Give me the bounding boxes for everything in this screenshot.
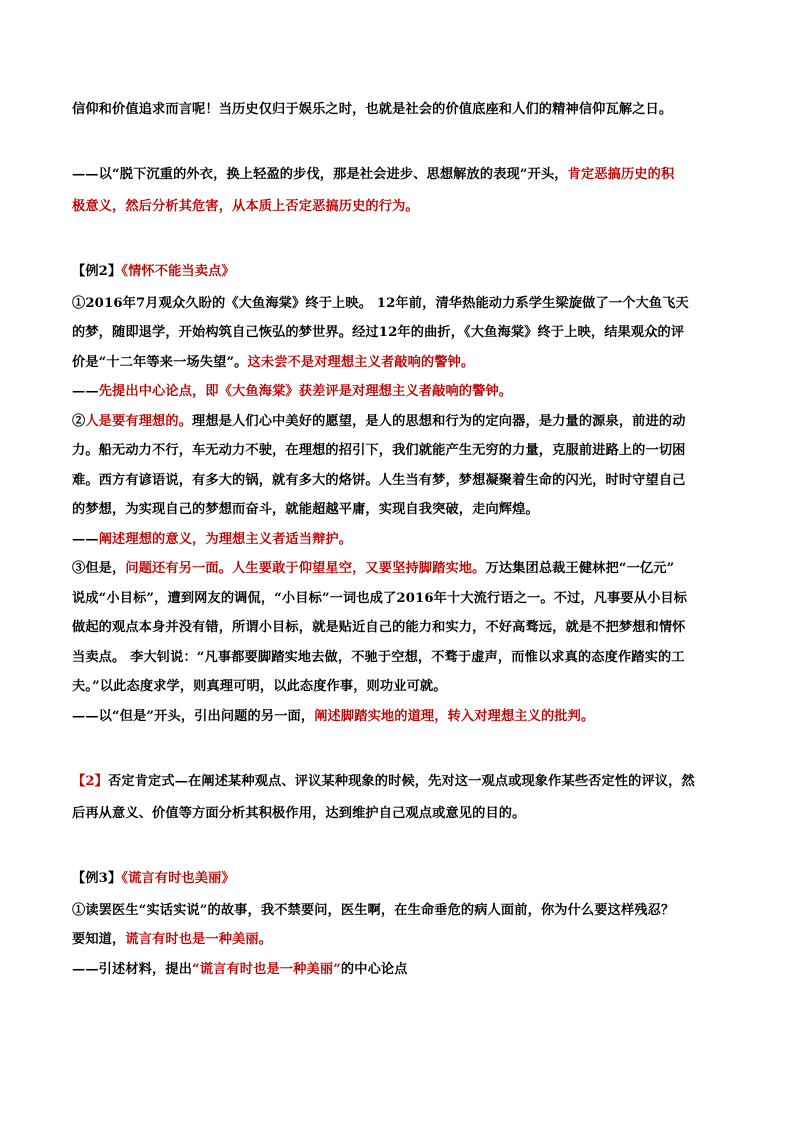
example-heading: 【例3】《谎言有时也美丽》 [72, 871, 235, 886]
text-line: ①2016年7月观众久盼的《大鱼海棠》终于上映。 12年前，清华热能动力系学生梁旋做了一个大鱼飞天 [72, 296, 689, 311]
text-line: ——以“但是”开头，引出问题的另一面，阐述脚踏实地的道理，转入对理想主义的批判。 [72, 709, 595, 724]
text-line: 难。西方有谚语说，有多大的锅，就有多大的烙饼。人生当有梦，梦想凝聚着生命的闪光，时时守望自己 [72, 473, 686, 488]
text-line: ②人是要有理想的。理想是人们心中美好的愿望，是人的思想和行为的定向器，是力量的源泉，前进的动 [72, 414, 686, 429]
text-line: 后再从意义、价值等方面分析其积极作用，达到维护自己观点或意见的目的。 [72, 806, 526, 821]
text-line: ——阐述理想的意义，为理想主义者适当辩护。 [72, 532, 353, 547]
text-line: 的梦，随即退学，开始构筑自己恢弘的梦世界。经过12年的曲折，《大鱼海棠》终于上映，结果观众的评 [72, 325, 685, 340]
text-line: 做起的观点本身并没有错，所谓小目标，就是贴近自己的能力和实力，不好高骛远，就是不把梦想和情怀 [72, 620, 686, 635]
text-line: 要知道，谎言有时也是一种美丽。 [72, 932, 273, 947]
text-line: 力。船无动力不行，车无动力不驶，在理想的招引下，我们就能产生无穷的力量，克服前进路上的一切困 [72, 443, 686, 458]
text-line: ③但是，问题还有另一面。人生要敢于仰望星空，又要坚持脚踏实地。万达集团总裁王健林把“一亿元” [72, 561, 675, 576]
text-line: ①读罢医生“实话实说”的故事，我不禁要问，医生啊，在生命垂危的病人面前，你为什么要这样残忍？ [72, 903, 675, 918]
text-line: 极意义，然后分析其危害，从本质上否定恶搞历史的行为。 [72, 199, 419, 214]
example-heading: 【例2】《情怀不能当卖点》 [72, 264, 235, 279]
text-line: ——先提出中心论点，即《大鱼海棠》获差评是对理想主义者敲响的警钟。 [72, 384, 513, 399]
text-line: 说成“小目标”，遭到网友的调侃，“小目标”一词也成了2016年十大流行语之一。不过，凡事要从小目标 [72, 591, 688, 606]
text-line: 【2】否定肯定式—在阐述某种观点、评议某种现象的时候，先对这一观点或现象作某些否定性的评议，然 [72, 774, 695, 789]
text-line: 的梦想，为实现自己的梦想而奋斗，就能超越平庸，实现自我突破，走向辉煌。 [72, 502, 539, 517]
text-line: ——以“脱下沉重的外衣，换上轻盈的步伐，那是社会进步、思想解放的表现”开头，肯定恶搞历史的积 [72, 167, 675, 182]
text-line: ——引述材料，提出“谎言有时也是一种美丽”的中心论点 [72, 962, 408, 977]
text-line: 当卖点。 李大钊说：“凡事都要脚踏实地去做，不驰于空想，不骛于虚声，而惟以求真的态度作踏实的工 [72, 650, 685, 665]
text-line: 信仰和价值追求而言呢！当历史仅归于娱乐之时，也就是社会的价值底座和人们的精神信仰瓦解之日。 [72, 102, 673, 117]
text-line: 夫。”以此态度求学，则真理可明，以此态度作事，则功业可就。 [72, 679, 447, 694]
text-line: 价是“十二年等来一场失望”。这未尝不是对理想主义者敲响的警钟。 [72, 355, 475, 370]
